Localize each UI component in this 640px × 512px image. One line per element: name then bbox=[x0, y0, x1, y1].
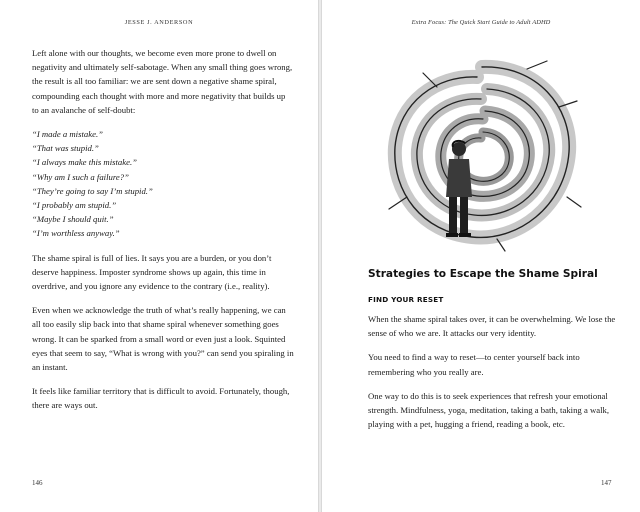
subhead-find-your-reset: FIND YOUR RESET bbox=[368, 295, 444, 304]
running-head-author: JESSE J. ANDERSON bbox=[124, 19, 194, 26]
quote-line: “They’re going to say I’m stupid.” bbox=[32, 185, 153, 196]
quote-line: “I always make this mistake.” bbox=[32, 157, 137, 168]
quote-line: “That was stupid.” bbox=[32, 143, 99, 154]
quote-line: “I probably am stupid.” bbox=[32, 200, 117, 211]
self-doubt-quotes bbox=[32, 127, 294, 241]
page-number-left: 146 bbox=[32, 479, 43, 487]
left-paragraph-2: The shame spiral is full of lies. It says you are a burden, or you don’t deserve happiness. Imposter syndrome shows up again, this time in overdrive, and you ignore any evidence to the contrary (i.e., reality). bbox=[32, 252, 272, 292]
quote-line: “Why am I such a failure?” bbox=[32, 171, 129, 182]
right-page bbox=[322, 0, 640, 512]
right-paragraph-1: When the shame spiral takes over, it can be overwhelming. We lose the sense of who we are. It attacks our very identity. bbox=[368, 314, 616, 339]
left-page bbox=[0, 0, 318, 512]
left-paragraph-1: Left alone with our thoughts, we become even more prone to dwell on negativity and ultimately self-sabotage. When any small thing goes wrong, the result is all too familiar: we are sent down a negative shame spiral, compounding each thought with more and more negativity that builds up to an avalanche of self-doubt: bbox=[32, 48, 293, 115]
right-body-text bbox=[368, 312, 620, 441]
right-paragraph-2: You need to find a way to reset—to center yourself back into remembering who you really are. bbox=[368, 352, 580, 377]
left-body-text bbox=[32, 46, 294, 423]
person-figure bbox=[446, 141, 472, 237]
left-paragraph-4: It feels like familiar territory that is difficult to avoid. Fortunately, though, there are ways out. bbox=[32, 386, 290, 411]
shame-spiral-illustration-icon bbox=[377, 47, 587, 252]
running-head-title: Extra Focus: The Quick Start Guide to Adult ADHD bbox=[411, 19, 551, 26]
right-paragraph-3: One way to do this is to seek experiences that refresh your emotional strength. Mindfulness, yoga, meditation, taking a bath, taking a walk, playing with a pet, hugging a friend, reading a book, etc. bbox=[368, 390, 610, 430]
left-paragraph-3: Even when we acknowledge the truth of what’s really happening, we can all too easily slip back into that shame spiral whenever something goes wrong. It can be sparked from a small word or even just a look. Squinted eyes that seem to say, “What is wrong with you?” can send you spiraling in an instant. bbox=[32, 305, 294, 373]
quote-line: “I made a mistake.” bbox=[32, 129, 103, 140]
quote-line: “I’m worthless anyway.” bbox=[32, 228, 120, 239]
section-title: Strategies to Escape the Shame Spiral bbox=[368, 268, 598, 280]
page-number-right: 147 bbox=[601, 479, 612, 487]
quote-line: “Maybe I should quit.” bbox=[32, 214, 114, 225]
